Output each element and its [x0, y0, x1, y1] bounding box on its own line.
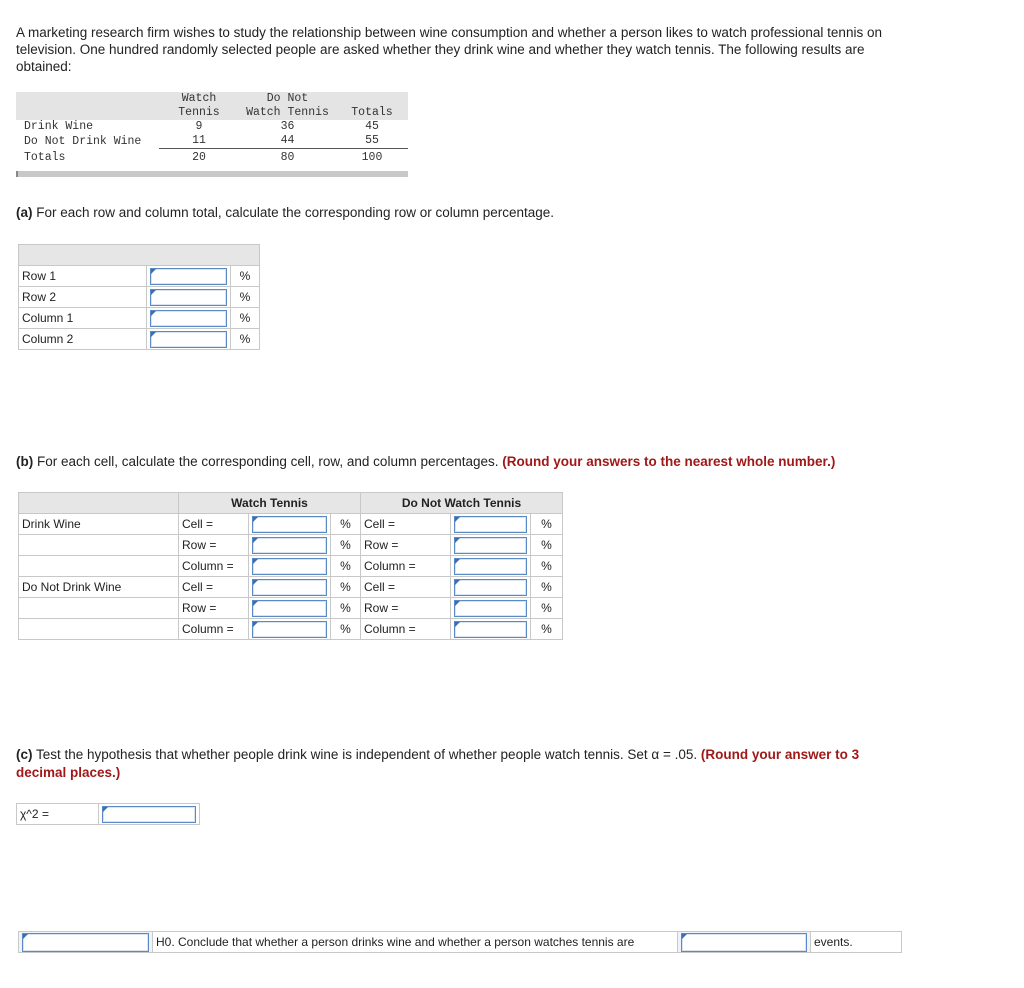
conclusion-row — [18, 931, 902, 953]
events-text: events. — [811, 932, 902, 953]
nodrink-notwatch-column-input[interactable] — [454, 621, 527, 638]
cell-value: 44 — [239, 134, 336, 149]
header-totals: Totals — [336, 106, 408, 120]
column-label: Column = — [179, 556, 249, 577]
row1-percent-input[interactable] — [150, 268, 227, 285]
header-notwatch-line1: Do Not — [239, 92, 336, 106]
table-header-row — [16, 92, 408, 106]
cell-label: Cell = — [361, 514, 451, 535]
table-row — [19, 619, 563, 640]
table-row — [19, 577, 563, 598]
percent-unit: % — [531, 514, 563, 535]
table-row — [16, 134, 408, 149]
problem-intro: A marketing research firm wishes to study the relationship between wine consumption and whether a person likes to watch professional tennis on television. One hundred randomly selected people are asked whether they drink wine and whether they watch tennis. The following results are obtained: — [16, 25, 882, 74]
chi-square-label: χ^2 = — [17, 804, 99, 825]
part-a-label: (a) — [16, 205, 33, 220]
part-c-rounding-note: (Round your answer to 3 decimal places.) — [16, 747, 860, 780]
header-do-not-watch-tennis: Do Not Watch Tennis — [361, 493, 563, 514]
percent-unit: % — [531, 577, 563, 598]
part-c-text: Test the hypothesis that whether people drink wine is independent of whether people watch tennis. Set α = .05. — [32, 747, 701, 762]
part-a-text: For each row and column total, calculate the corresponding row or column percentage. — [32, 205, 555, 220]
cell-value: 45 — [365, 120, 379, 133]
cell-value: 20 — [192, 150, 206, 164]
part-b-question — [16, 454, 835, 469]
part-a-header — [19, 245, 260, 266]
percent-unit: % — [331, 514, 361, 535]
table-row — [19, 535, 563, 556]
table-row — [16, 120, 408, 134]
row-label: Do Not Drink Wine — [24, 134, 142, 148]
percent-unit: % — [531, 535, 563, 556]
percent-unit: % — [231, 287, 260, 308]
nodrink-watch-row-input[interactable] — [252, 600, 327, 617]
header-watch-line2: Tennis — [159, 106, 239, 120]
drink-notwatch-cell-input[interactable] — [454, 516, 527, 533]
table-header-row — [16, 106, 408, 120]
table-row — [19, 287, 260, 308]
nodrink-notwatch-row-input[interactable] — [454, 600, 527, 617]
part-a-grid — [18, 244, 260, 350]
reject-decision-select[interactable] — [22, 933, 149, 952]
nodrink-watch-cell-input[interactable] — [252, 579, 327, 596]
row-label: Row = — [361, 535, 451, 556]
row-label: Drink Wine — [24, 120, 94, 133]
header-watch-tennis: Watch Tennis — [179, 493, 361, 514]
table-row — [19, 556, 563, 577]
drink-notwatch-row-input[interactable] — [454, 537, 527, 554]
column-label: Column = — [361, 619, 451, 640]
percent-unit: % — [331, 556, 361, 577]
percent-unit: % — [231, 329, 260, 350]
part-c-label: (c) — [16, 747, 33, 762]
cell-value: 100 — [361, 150, 383, 164]
percent-unit: % — [331, 619, 361, 640]
table-footer-bar — [16, 171, 408, 177]
row-label: Do Not Drink Wine — [19, 577, 179, 598]
row-label: Column 2 — [19, 329, 147, 350]
percent-unit: % — [331, 577, 361, 598]
cell-label: Cell = — [179, 514, 249, 535]
table-row — [19, 514, 563, 535]
table-row — [19, 329, 260, 350]
cell-value: 11 — [159, 134, 239, 149]
dependence-select[interactable] — [681, 933, 807, 952]
nodrink-notwatch-cell-input[interactable] — [454, 579, 527, 596]
percent-unit: % — [231, 266, 260, 287]
drink-watch-cell-input[interactable] — [252, 516, 327, 533]
cell-value: 55 — [336, 134, 408, 149]
percent-unit: % — [331, 535, 361, 556]
cell-value: 9 — [195, 120, 203, 133]
table-row — [16, 149, 408, 165]
row-label: Column 1 — [19, 308, 147, 329]
percent-unit: % — [231, 308, 260, 329]
cell-value: 36 — [280, 120, 295, 133]
percent-unit: % — [531, 556, 563, 577]
row-label: Drink Wine — [19, 514, 179, 535]
part-b-text: For each cell, calculate the corresponding cell, row, and column percentages. — [33, 454, 503, 469]
table-row — [19, 308, 260, 329]
table-row — [19, 266, 260, 287]
row-label: Row 1 — [19, 266, 147, 287]
percent-unit: % — [331, 598, 361, 619]
part-b-label: (b) — [16, 454, 34, 469]
percent-unit: % — [531, 598, 563, 619]
drink-notwatch-column-input[interactable] — [454, 558, 527, 575]
row-label: Row 2 — [19, 287, 147, 308]
header-watch-line1: Watch — [159, 92, 239, 106]
part-c-question — [16, 746, 876, 782]
table-row — [19, 598, 563, 619]
row-label: Row = — [179, 598, 249, 619]
percent-unit: % — [531, 619, 563, 640]
column1-percent-input[interactable] — [150, 310, 227, 327]
nodrink-watch-column-input[interactable] — [252, 621, 327, 638]
column2-percent-input[interactable] — [150, 331, 227, 348]
part-b-rounding-note: (Round your answers to the nearest whole number.) — [502, 454, 836, 469]
drink-watch-column-input[interactable] — [252, 558, 327, 575]
chi-square-grid — [16, 803, 200, 825]
column-label: Column = — [179, 619, 249, 640]
row-label: Totals — [24, 150, 66, 164]
conclusion-text: H0. Conclude that whether a person drinks wine and whether a person watches tennis are — [153, 932, 678, 953]
cell-label: Cell = — [179, 577, 249, 598]
contingency-table — [16, 92, 408, 177]
header-notwatch-line2: Watch Tennis — [239, 106, 336, 120]
row-label: Row = — [361, 598, 451, 619]
row2-percent-input[interactable] — [150, 289, 227, 306]
part-b-grid — [18, 492, 563, 640]
column-label: Column = — [361, 556, 451, 577]
drink-watch-row-input[interactable] — [252, 537, 327, 554]
chi-square-input[interactable] — [102, 806, 196, 823]
part-a-question — [16, 205, 554, 220]
row-label: Row = — [179, 535, 249, 556]
cell-value: 80 — [280, 150, 295, 164]
cell-label: Cell = — [361, 577, 451, 598]
